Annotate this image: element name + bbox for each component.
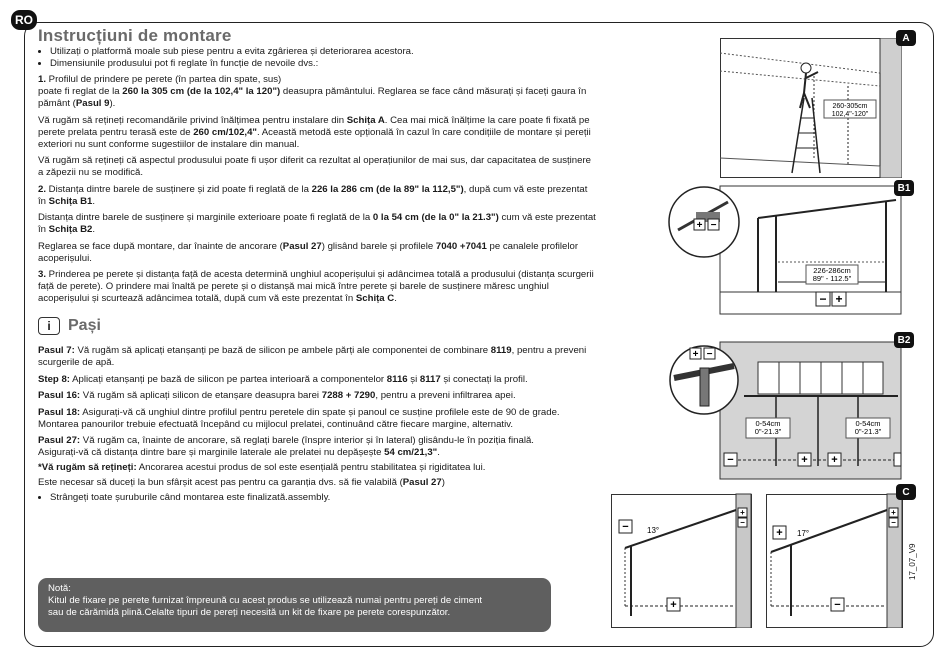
minus-icon: − (622, 521, 629, 533)
paragraph-6: Reglarea se face după montare, dar înainte de ancorare (Pasul 27) glisând barele și profilele 7040 +7041 pe canalele profilelor acoperișului. (38, 240, 579, 264)
warranty-note: Este necesar să duceți la bun sfârșit acest pas pentru ca garanția dvs. să fie valabilă (Pasul 27) (38, 477, 445, 488)
language-badge: RO (11, 10, 37, 30)
figure-b2-drawing (668, 338, 902, 480)
list-item: • Strângeți toate șuruburile când montarea este finalizată.assembly. (50, 492, 598, 504)
figure-b1-drawing (668, 182, 902, 316)
figure-b2-dim-inch-left: 0"-21.3" (754, 427, 782, 436)
step-27: Pasul 27: Vă rugăm ca, înainte de ancorare, să reglați barele (înspre interior și în lateral) glisându-le în poziția finală. Asigurați-vă că distanța dintre bare și marginile laterale ale prelatei nu depășește 54 cm/21,3". (38, 435, 534, 458)
figure-a-dim-cm: 260-305cm (832, 103, 868, 110)
steps-title: Pași (68, 317, 101, 334)
paragraph-1: 1. Profilul de prindere pe perete (în partea din spate, sus) poate fi reglat de la 260 la 305 cm (de la 102,4" la 120") deasupra pământului. Reglarea se face când măsurați și faceți gaura în pământ (Pasul 9). (38, 74, 587, 109)
figure-c-tag: C (896, 484, 916, 500)
figure-b1-dim-inch: 89" - 112.5" (812, 274, 852, 283)
plus-icon: + (801, 454, 808, 466)
step-8: Step 8: Aplicați etanșanți pe bază de silicon pe partea interioară a componentelor 8116 și 8117 și conectați la profil. (38, 373, 528, 385)
paragraph-4: 2. Distanța dintre barele de susținere și zid poate fi reglată de la 226 la 286 cm (de la 89" la 112,5"), după cum vă este prezentat în Schița B1. (38, 183, 588, 207)
note-title: Notă: (48, 583, 71, 594)
step-16: Pasul 16: Vă rugăm să aplicați silicon de etanșare deasupra barei 7288 + 7290, pentru a preveni infiltrarea apei. (38, 390, 516, 401)
plus-icon: + (670, 599, 677, 611)
intro-list (38, 46, 598, 70)
figure-b1-tag: B1 (894, 180, 914, 196)
minus-icon: − (710, 220, 717, 231)
figure-b2-dim-cm-right: 0-54cm (855, 419, 881, 428)
figure-a-tag: A (896, 30, 916, 46)
step-18: Pasul 18: Asigurați-vă că unghiul dintre profilul pentru peretele din spate și panoul ce susține profilele este de 90 de grade. Montarea panourilor trebuie efectuată începând cu mijlocul prelatei, continuând către fiecare margine, alternativ. (38, 406, 560, 430)
figure-b2-dim-cm-left: 0-54cm (755, 419, 781, 428)
figure-b1-dim-cm: 226-286cm (813, 266, 851, 275)
paragraph-2: Vă rugăm să rețineți recomandările privind înălțimea pentru instalare din Schița A. Cea mai mică înălțime la care poate fi fixată pe perete prelata pentru terasă este de 260 cm/102,4". Această metodă este opțională în cazul în care condițiile de montare și pereții exteriori nu sunt conforme sugestiilor de instalare din manual. (38, 114, 591, 150)
version-code: 17_07_V9 (908, 543, 917, 580)
figure-c-angle-right: 17° (797, 529, 810, 538)
note-line: sau de cărămidă plină.Celalte tipuri de pereți necesită un kit de fixare pe perete corespunzător. (48, 607, 451, 618)
figure-a (720, 32, 910, 178)
minus-icon: − (727, 454, 734, 466)
paragraph-5: Distanța dintre barele de susținere și marginile exterioare poate fi reglată de la 0 la 54 cm (de la 0" la 21.3") cum vă este prezentat în Schița B2. (38, 212, 596, 235)
step-7: Pasul 7: Vă rugăm să aplicați etanșanți pe bază de silicon pe ambele părți ale componentei de combinare 8119, pentru a preveni scurgerile de apă. (38, 345, 587, 368)
final-list (38, 492, 598, 504)
plus-icon: + (696, 220, 703, 231)
figure-c-angle-left: 13° (647, 526, 660, 535)
list-item: • Utilizați o platformă moale sub piese pentru a evita zgârierea și deteriorarea acestora. (50, 46, 598, 58)
plus-icon: + (740, 508, 745, 517)
paragraph-3: Vă rugăm să rețineți că aspectul produsului poate fi ușor diferit ca rezultat al operațiunilor de mai sus, dar capacitatea de susținere a zăpezii nu se modifică. (38, 155, 592, 178)
minus-icon: − (891, 518, 896, 527)
list-item: • Dimensiunile produsului pot fi reglate în funcție de nevoile dvs.: (50, 58, 598, 70)
plus-icon: + (835, 292, 843, 306)
plus-icon: + (776, 527, 783, 539)
steps-heading (38, 317, 598, 335)
minus-icon: − (819, 292, 827, 306)
page-title: Instrucțiuni de montare (38, 26, 232, 45)
plus-icon: + (692, 349, 699, 360)
figure-b1 (668, 182, 911, 316)
figure-b2-tag: B2 (894, 332, 914, 348)
info-icon: i (38, 317, 60, 335)
figure-c (611, 486, 910, 628)
figure-b2 (668, 334, 911, 480)
figure-c-drawing (611, 490, 906, 628)
plus-icon: + (891, 508, 896, 517)
anchoring-note: *Vă rugăm să rețineți: Ancorarea acestui produs de sol este esențială pentru stabilitatea și rigiditatea lui. (38, 462, 486, 473)
figure-a-drawing (720, 38, 902, 178)
figure-a-dim-inch: 102,4"-120" (831, 111, 869, 118)
plus-icon: + (831, 454, 838, 466)
note-line: Kitul de fixare pe perete furnizat împreună cu acest produs se utilizează numai pentru pereți de ciment (48, 595, 483, 606)
minus-icon: − (834, 599, 841, 611)
minus-icon: − (706, 349, 713, 360)
paragraph-7: 3. Prinderea pe perete și distanța față de acesta determină unghiul acoperișului și adâncimea totală a produsului (distanța scurgerii față de perete). O prindere mai înaltă pe perete și o distanșă mai mică între perete și barele de susținere măresc unghiul acoperișului și scurtează adâncimea totală, după cum vă este prezentat în Schița C. (38, 269, 594, 304)
instructions-text (38, 26, 598, 508)
figure-b2-dim-inch-right: 0"-21.3" (854, 427, 882, 436)
note-box (38, 578, 551, 632)
minus-icon: − (740, 518, 745, 527)
